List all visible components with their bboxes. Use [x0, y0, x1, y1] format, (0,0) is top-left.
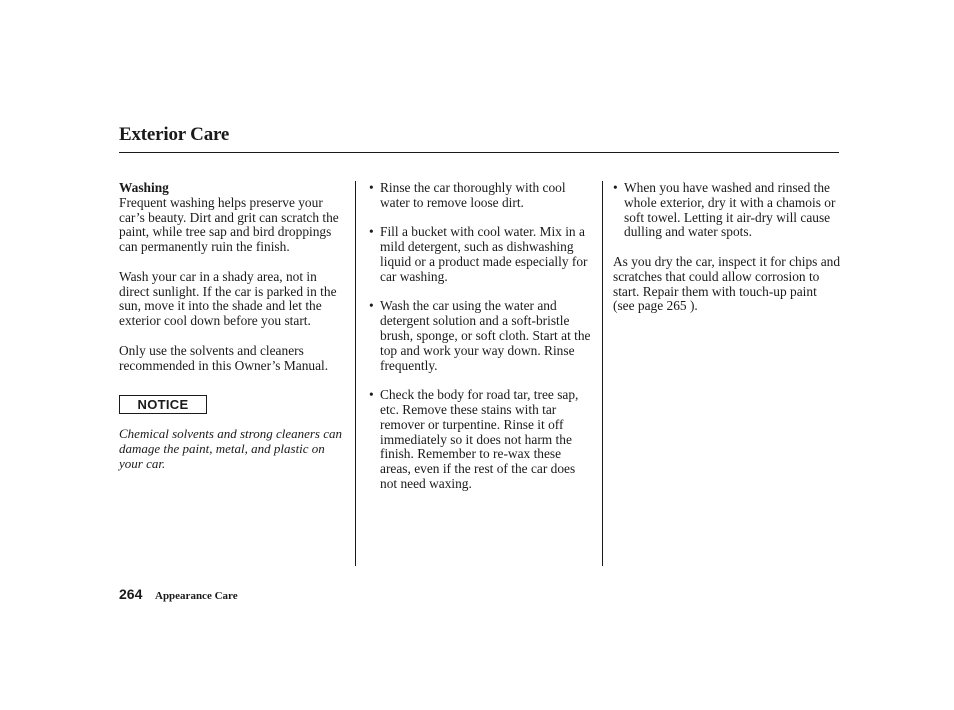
paragraph: Only use the solvents and cleaners recommended in this Owner’s Manual.: [119, 342, 329, 373]
paragraph: Wash your car in a shady area, not in direct sunlight. If the car is parked in the sun, move it into the shade and let the exterior cool down before you start.: [119, 268, 337, 329]
column-divider: [602, 181, 603, 566]
list-item: [369, 181, 595, 211]
page-number: 264: [119, 586, 143, 602]
section-heading: Washing: [119, 180, 169, 195]
column-left: [119, 181, 347, 471]
list-item-text: When you have washed and rinsed the whole exterior, dry it with a chamois or soft towel. Letting it air-dry will cause dulling and water spots.: [624, 180, 836, 240]
bullet-icon: •: [613, 180, 618, 195]
column-right: [613, 181, 841, 329]
list-item: [613, 181, 841, 240]
bullet-icon: •: [369, 298, 374, 314]
section-footer-label: Appearance Care: [155, 590, 238, 602]
notice-text: Chemical solvents and strong cleaners can damage the paint, metal, and plastic on your car.: [119, 426, 343, 472]
notice-label: NOTICE: [119, 395, 207, 414]
list-item: [369, 299, 595, 373]
column-divider: [355, 181, 356, 566]
title-rule: [119, 152, 839, 153]
bullet-icon: •: [369, 387, 374, 403]
paragraph: As you dry the car, inspect it for chips and scratches that could allow corrosion to start. Repair them with touch-up paint (see page 265 ).: [613, 253, 841, 314]
page-title: Exterior Care: [119, 124, 230, 145]
list-item-text: Rinse the car thoroughly with cool water to remove loose dirt.: [380, 180, 566, 210]
list-item: [369, 225, 595, 284]
list-item-text: Check the body for road tar, tree sap, etc. Remove these stains with tar remover or turpentine. Rinse it off immediately so it does not harm the finish. Remember to re-wax these areas, even if the rest of the car does not need waxing.: [380, 387, 579, 491]
list-item-text: Fill a bucket with cool water. Mix in a mild detergent, such as dishwashing liquid or a product made especially for car washing.: [380, 224, 588, 284]
list-item-text: Wash the car using the water and detergent solution and a soft-bristle brush, sponge, or soft cloth. Start at the top and work your way down. Rinse frequently.: [380, 298, 591, 373]
column-middle: [369, 181, 595, 507]
bullet-icon: •: [369, 224, 374, 240]
bullet-icon: •: [369, 180, 374, 195]
list-item: [369, 388, 595, 492]
paragraph: Frequent washing helps preserve your car’s beauty. Dirt and grit can scratch the paint, while tree sap and bird droppings can permanently ruin the finish.: [119, 194, 339, 255]
